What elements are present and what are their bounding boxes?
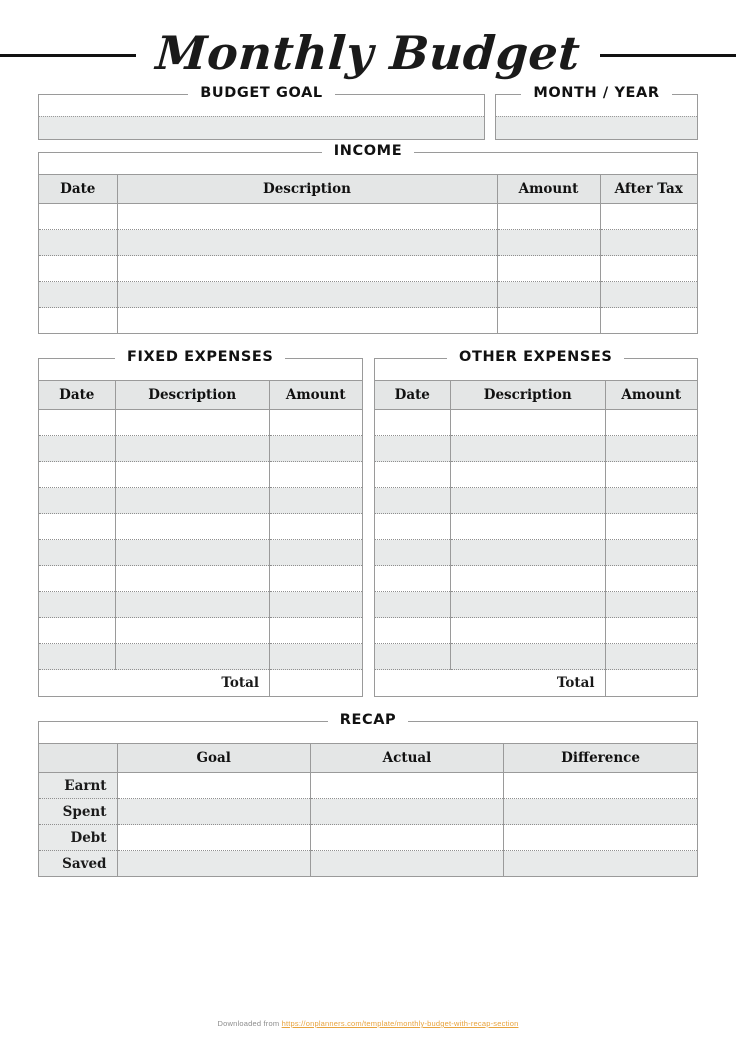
table-row bbox=[375, 462, 698, 488]
fixed-cell-amount[interactable] bbox=[270, 644, 362, 670]
legend-spacer bbox=[39, 722, 697, 743]
other-cell-amount[interactable] bbox=[605, 488, 697, 514]
header-fields-row bbox=[38, 85, 698, 140]
fixed-cell-description[interactable] bbox=[115, 644, 270, 670]
other-cell-description[interactable] bbox=[451, 410, 606, 436]
other-cell-description[interactable] bbox=[451, 566, 606, 592]
table-row bbox=[39, 618, 362, 644]
recap-row-label-earnt: Earnt bbox=[39, 773, 117, 799]
table-row bbox=[39, 308, 697, 334]
other-cell-description[interactable] bbox=[451, 436, 606, 462]
recap-cell-goal[interactable] bbox=[117, 799, 310, 825]
income-cell-after-tax[interactable] bbox=[600, 204, 697, 230]
budget-goal-input[interactable] bbox=[39, 116, 484, 139]
income-cell-amount[interactable] bbox=[497, 230, 600, 256]
other-total-value[interactable] bbox=[605, 670, 697, 697]
legend-spacer bbox=[375, 359, 698, 380]
other-col-amount: Amount bbox=[605, 381, 697, 410]
table-row bbox=[375, 436, 698, 462]
recap-col-difference: Difference bbox=[504, 744, 697, 773]
fixed-expenses-table-body bbox=[39, 410, 362, 697]
fixed-cell-description[interactable] bbox=[115, 514, 270, 540]
recap-cell-goal[interactable] bbox=[117, 851, 310, 877]
other-cell-description[interactable] bbox=[451, 592, 606, 618]
fixed-cell-amount[interactable] bbox=[270, 488, 362, 514]
income-cell-after-tax[interactable] bbox=[600, 256, 697, 282]
fixed-expenses-total-row bbox=[39, 670, 362, 697]
other-cell-amount[interactable] bbox=[605, 410, 697, 436]
fixed-cell-description[interactable] bbox=[115, 566, 270, 592]
recap-cell-actual[interactable] bbox=[310, 799, 503, 825]
recap-col-goal: Goal bbox=[117, 744, 310, 773]
other-cell-date[interactable] bbox=[375, 410, 451, 436]
other-cell-description[interactable] bbox=[451, 540, 606, 566]
other-cell-amount[interactable] bbox=[605, 514, 697, 540]
fixed-cell-description[interactable] bbox=[115, 410, 270, 436]
other-cell-amount[interactable] bbox=[605, 644, 697, 670]
income-cell-after-tax[interactable] bbox=[600, 282, 697, 308]
fixed-cell-date[interactable] bbox=[39, 436, 115, 462]
fixed-cell-date[interactable] bbox=[39, 566, 115, 592]
recap-cell-actual[interactable] bbox=[310, 825, 503, 851]
table-row bbox=[39, 773, 697, 799]
fixed-expenses-table bbox=[39, 380, 362, 696]
other-cell-amount[interactable] bbox=[605, 618, 697, 644]
recap-col-blank bbox=[39, 744, 117, 773]
recap-col-actual: Actual bbox=[310, 744, 503, 773]
income-col-after-tax: After Tax bbox=[600, 175, 697, 204]
fixed-cell-amount[interactable] bbox=[270, 618, 362, 644]
expenses-row bbox=[38, 349, 698, 697]
legend-spacer bbox=[496, 95, 697, 116]
income-cell-date[interactable] bbox=[39, 256, 117, 282]
income-cell-after-tax[interactable] bbox=[600, 230, 697, 256]
other-col-description: Description bbox=[451, 381, 606, 410]
month-year-input[interactable] bbox=[496, 116, 697, 139]
other-expenses-table bbox=[375, 380, 698, 696]
fixed-expenses-header-row bbox=[39, 381, 362, 410]
table-row bbox=[39, 282, 697, 308]
other-cell-amount[interactable] bbox=[605, 566, 697, 592]
fixed-cell-date[interactable] bbox=[39, 618, 115, 644]
fixed-cell-amount[interactable] bbox=[270, 410, 362, 436]
table-row bbox=[375, 488, 698, 514]
fixed-cell-date[interactable] bbox=[39, 540, 115, 566]
table-row bbox=[39, 230, 697, 256]
recap-section bbox=[38, 712, 698, 877]
income-col-description: Description bbox=[117, 175, 497, 204]
income-cell-amount[interactable] bbox=[497, 256, 600, 282]
table-row bbox=[375, 540, 698, 566]
table-row bbox=[375, 618, 698, 644]
month-year-section bbox=[495, 85, 698, 140]
table-row bbox=[39, 799, 697, 825]
recap-cell-goal[interactable] bbox=[117, 773, 310, 799]
other-cell-date[interactable] bbox=[375, 462, 451, 488]
fixed-cell-date[interactable] bbox=[39, 592, 115, 618]
fixed-cell-amount[interactable] bbox=[270, 436, 362, 462]
fixed-col-amount: Amount bbox=[270, 381, 362, 410]
legend-spacer bbox=[39, 95, 484, 116]
other-expenses-legend-text: OTHER EXPENSES bbox=[447, 349, 624, 365]
legend-spacer bbox=[39, 153, 697, 174]
fixed-cell-description[interactable] bbox=[115, 488, 270, 514]
income-table bbox=[39, 174, 697, 333]
other-expenses-section bbox=[374, 349, 699, 697]
recap-row-label-spent: Spent bbox=[39, 799, 117, 825]
income-cell-description[interactable] bbox=[117, 256, 497, 282]
fixed-col-description: Description bbox=[115, 381, 270, 410]
income-cell-date[interactable] bbox=[39, 282, 117, 308]
recap-legend-text: RECAP bbox=[328, 712, 409, 728]
recap-cell-difference[interactable] bbox=[504, 851, 697, 877]
table-row bbox=[39, 566, 362, 592]
fixed-cell-date[interactable] bbox=[39, 410, 115, 436]
income-cell-amount[interactable] bbox=[497, 282, 600, 308]
table-row bbox=[375, 566, 698, 592]
table-row bbox=[39, 514, 362, 540]
table-row bbox=[39, 256, 697, 282]
other-total-label: Total bbox=[375, 670, 606, 697]
income-col-date: Date bbox=[39, 175, 117, 204]
fixed-cell-description[interactable] bbox=[115, 462, 270, 488]
income-cell-date[interactable] bbox=[39, 308, 117, 334]
income-cell-after-tax[interactable] bbox=[600, 308, 697, 334]
other-cell-date[interactable] bbox=[375, 618, 451, 644]
other-cell-date[interactable] bbox=[375, 540, 451, 566]
other-cell-amount[interactable] bbox=[605, 462, 697, 488]
other-cell-date[interactable] bbox=[375, 644, 451, 670]
other-col-date: Date bbox=[375, 381, 451, 410]
income-table-body bbox=[39, 204, 697, 334]
fixed-cell-date[interactable] bbox=[39, 488, 115, 514]
other-cell-description[interactable] bbox=[451, 462, 606, 488]
table-row bbox=[39, 644, 362, 670]
fixed-total-value[interactable] bbox=[270, 670, 362, 697]
footer-prefix: Downloaded from bbox=[217, 1019, 282, 1028]
table-row bbox=[39, 488, 362, 514]
footer-source-link[interactable]: https://onplanners.com/template/monthly-budget-with-recap-section bbox=[281, 1019, 519, 1028]
table-row bbox=[39, 540, 362, 566]
table-row bbox=[39, 592, 362, 618]
fixed-cell-amount[interactable] bbox=[270, 514, 362, 540]
fixed-cell-amount[interactable] bbox=[270, 540, 362, 566]
income-col-amount: Amount bbox=[497, 175, 600, 204]
other-cell-date[interactable] bbox=[375, 488, 451, 514]
page-title-text: Monthly Budget bbox=[154, 26, 582, 80]
budget-goal-legend-text: BUDGET GOAL bbox=[188, 85, 335, 101]
other-cell-amount[interactable] bbox=[605, 436, 697, 462]
income-cell-date[interactable] bbox=[39, 204, 117, 230]
table-row bbox=[39, 204, 697, 230]
recap-table-body bbox=[39, 773, 697, 877]
other-cell-date[interactable] bbox=[375, 592, 451, 618]
other-expenses-table-body bbox=[375, 410, 698, 697]
table-row bbox=[39, 825, 697, 851]
legend-spacer bbox=[39, 359, 362, 380]
other-cell-description[interactable] bbox=[451, 644, 606, 670]
other-cell-amount[interactable] bbox=[605, 592, 697, 618]
table-row bbox=[375, 592, 698, 618]
income-cell-date[interactable] bbox=[39, 230, 117, 256]
other-cell-description[interactable] bbox=[451, 618, 606, 644]
other-cell-date[interactable] bbox=[375, 566, 451, 592]
fixed-cell-description[interactable] bbox=[115, 540, 270, 566]
income-section bbox=[38, 143, 698, 334]
recap-cell-difference[interactable] bbox=[504, 773, 697, 799]
table-row bbox=[39, 436, 362, 462]
income-header-row bbox=[39, 175, 697, 204]
table-row bbox=[375, 410, 698, 436]
recap-table bbox=[39, 743, 697, 876]
budget-goal-section bbox=[38, 85, 485, 140]
income-cell-description[interactable] bbox=[117, 308, 497, 334]
table-row bbox=[39, 851, 697, 877]
income-cell-amount[interactable] bbox=[497, 308, 600, 334]
recap-header-row bbox=[39, 744, 697, 773]
table-row bbox=[375, 514, 698, 540]
other-expenses-total-row bbox=[375, 670, 698, 697]
fixed-total-label: Total bbox=[39, 670, 270, 697]
fixed-cell-description[interactable] bbox=[115, 436, 270, 462]
recap-row-label-saved: Saved bbox=[39, 851, 117, 877]
other-cell-description[interactable] bbox=[451, 488, 606, 514]
other-expenses-header-row bbox=[375, 381, 698, 410]
income-legend-text: INCOME bbox=[322, 143, 414, 159]
recap-cell-goal[interactable] bbox=[117, 825, 310, 851]
footer bbox=[0, 1019, 736, 1028]
recap-cell-difference[interactable] bbox=[504, 799, 697, 825]
income-cell-description[interactable] bbox=[117, 230, 497, 256]
fixed-expenses-section bbox=[38, 349, 363, 697]
other-cell-amount[interactable] bbox=[605, 540, 697, 566]
table-row bbox=[39, 410, 362, 436]
income-cell-description[interactable] bbox=[117, 204, 497, 230]
fixed-expenses-legend-text: FIXED EXPENSES bbox=[115, 349, 285, 365]
title-rule-right bbox=[600, 54, 736, 57]
table-row bbox=[39, 462, 362, 488]
income-cell-description[interactable] bbox=[117, 282, 497, 308]
other-cell-date[interactable] bbox=[375, 436, 451, 462]
fixed-cell-amount[interactable] bbox=[270, 566, 362, 592]
table-row bbox=[375, 644, 698, 670]
fixed-cell-date[interactable] bbox=[39, 462, 115, 488]
recap-cell-actual[interactable] bbox=[310, 851, 503, 877]
recap-cell-difference[interactable] bbox=[504, 825, 697, 851]
income-cell-amount[interactable] bbox=[497, 204, 600, 230]
fixed-cell-amount[interactable] bbox=[270, 592, 362, 618]
recap-row-label-debt: Debt bbox=[39, 825, 117, 851]
fixed-cell-description[interactable] bbox=[115, 618, 270, 644]
fixed-cell-date[interactable] bbox=[39, 644, 115, 670]
page-title bbox=[38, 0, 698, 92]
fixed-cell-amount[interactable] bbox=[270, 462, 362, 488]
fixed-cell-description[interactable] bbox=[115, 592, 270, 618]
other-cell-date[interactable] bbox=[375, 514, 451, 540]
month-year-legend-text: MONTH / YEAR bbox=[521, 85, 671, 101]
recap-cell-actual[interactable] bbox=[310, 773, 503, 799]
title-rule-left bbox=[0, 54, 136, 57]
other-cell-description[interactable] bbox=[451, 514, 606, 540]
fixed-col-date: Date bbox=[39, 381, 115, 410]
fixed-cell-date[interactable] bbox=[39, 514, 115, 540]
